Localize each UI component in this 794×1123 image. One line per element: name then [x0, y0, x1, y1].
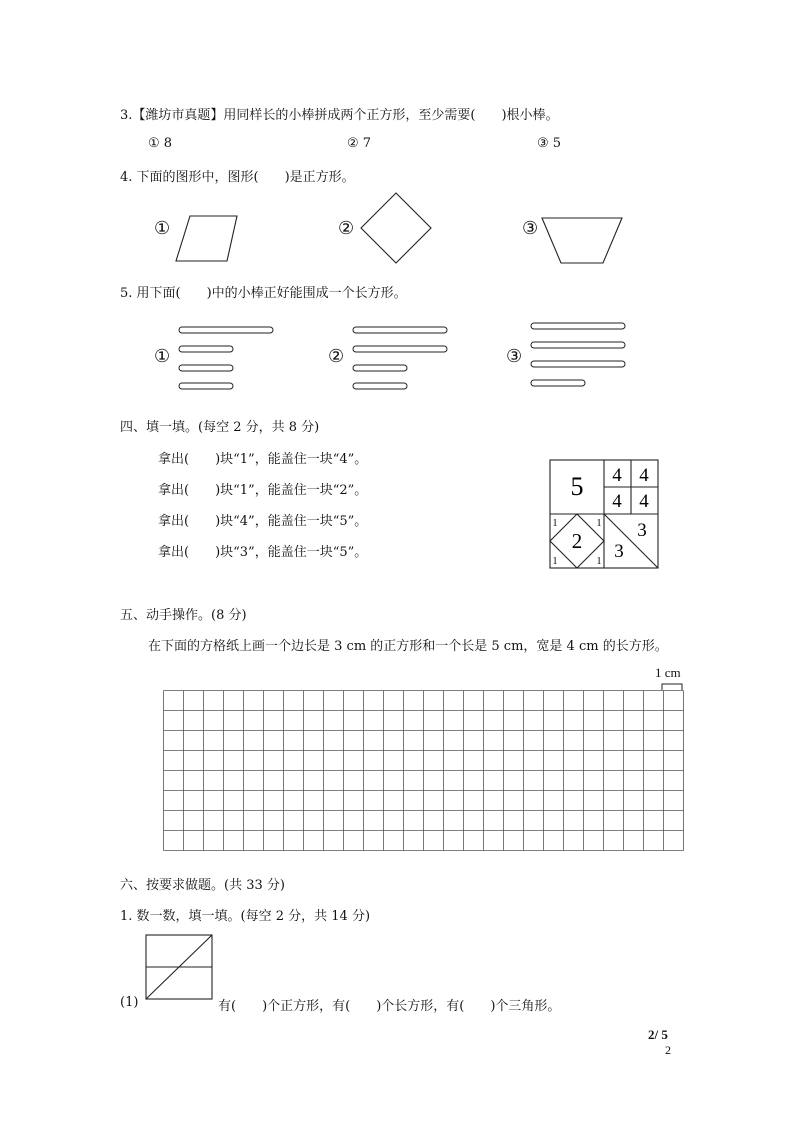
stick-group-2: [350, 322, 452, 394]
tilted-square-shape: [358, 190, 438, 268]
piece-1-label-c: 1: [552, 556, 558, 567]
section-5-title: 五、动手操作。(8 分): [120, 608, 247, 623]
section-6-title: 六、按要求做题。(共 33 分): [120, 878, 285, 893]
q5-label-1: ①: [154, 346, 171, 366]
q3-option-1: ① 8: [148, 136, 173, 151]
counting-figure: [143, 932, 215, 1002]
section-5-instruction: 在下面的方格纸上画一个边长是 3 cm 的正方形和一个长是 5 cm，宽是 4 cm 的长方形。: [148, 639, 668, 654]
scale-label: 1 cm: [655, 665, 681, 680]
fill-line-4: 拿出( )块“3”，能盖住一块“5”。: [158, 545, 368, 560]
piece-1-label-b: 1: [596, 518, 602, 529]
piece-3-label-b: 3: [614, 541, 624, 562]
fill-line-2: 拿出( )块“1”，能盖住一块“2”。: [158, 483, 368, 498]
fill-line-3: 拿出( )块“4”，能盖住一块“5”。: [158, 514, 368, 529]
piece-4-label-a: 4: [612, 465, 622, 486]
question-5-text: 5. 用下面( )中的小棒正好能围成一个长方形。: [120, 286, 407, 301]
page-number: 2: [665, 1043, 671, 1057]
piece-4-label-b: 4: [639, 465, 649, 486]
piece-1-label-a: 1: [552, 518, 558, 529]
section-4-title: 四、填一填。(每空 2 分，共 8 分): [120, 420, 320, 435]
q4-label-3: ③: [522, 218, 539, 238]
question-3-text: 3.【潍坊市真题】用同样长的小棒拼成两个正方形，至少需要( )根小棒。: [120, 108, 559, 123]
trapezoid-shape: [538, 210, 630, 270]
stick-group-3: [528, 318, 630, 390]
question-4-text: 4. 下面的图形中，图形( )是正方形。: [120, 170, 355, 185]
piece-2-label: 2: [571, 529, 583, 553]
piece-4-label-c: 4: [612, 491, 622, 512]
q5-label-2: ②: [328, 346, 345, 366]
q4-label-1: ①: [154, 218, 171, 238]
page-indicator: 2/ 5: [648, 1027, 668, 1042]
piece-5-label: 5: [570, 472, 584, 501]
piece-1-label-d: 1: [596, 556, 602, 567]
stick-group-1: [176, 322, 278, 394]
tangram-square-puzzle: [546, 456, 662, 572]
section-6-subquestion-1: 1. 数一数，填一填。(每空 2 分，共 14 分): [120, 909, 371, 924]
q3-option-2: ② 7: [347, 136, 372, 151]
graph-paper-grid[interactable]: [163, 690, 684, 852]
piece-4-label-d: 4: [639, 491, 649, 512]
piece-3-label-a: 3: [637, 520, 647, 541]
item-1-label: (1): [120, 995, 139, 1010]
q5-label-3: ③: [506, 346, 523, 366]
q3-option-3: ③ 5: [537, 136, 562, 151]
item-1-text: 有( )个正方形，有( )个长方形，有( )个三角形。: [218, 999, 561, 1014]
q4-label-2: ②: [338, 218, 355, 238]
fill-line-1: 拿出( )块“1”，能盖住一块“4”。: [158, 452, 368, 467]
parallelogram-shape: [170, 210, 250, 270]
